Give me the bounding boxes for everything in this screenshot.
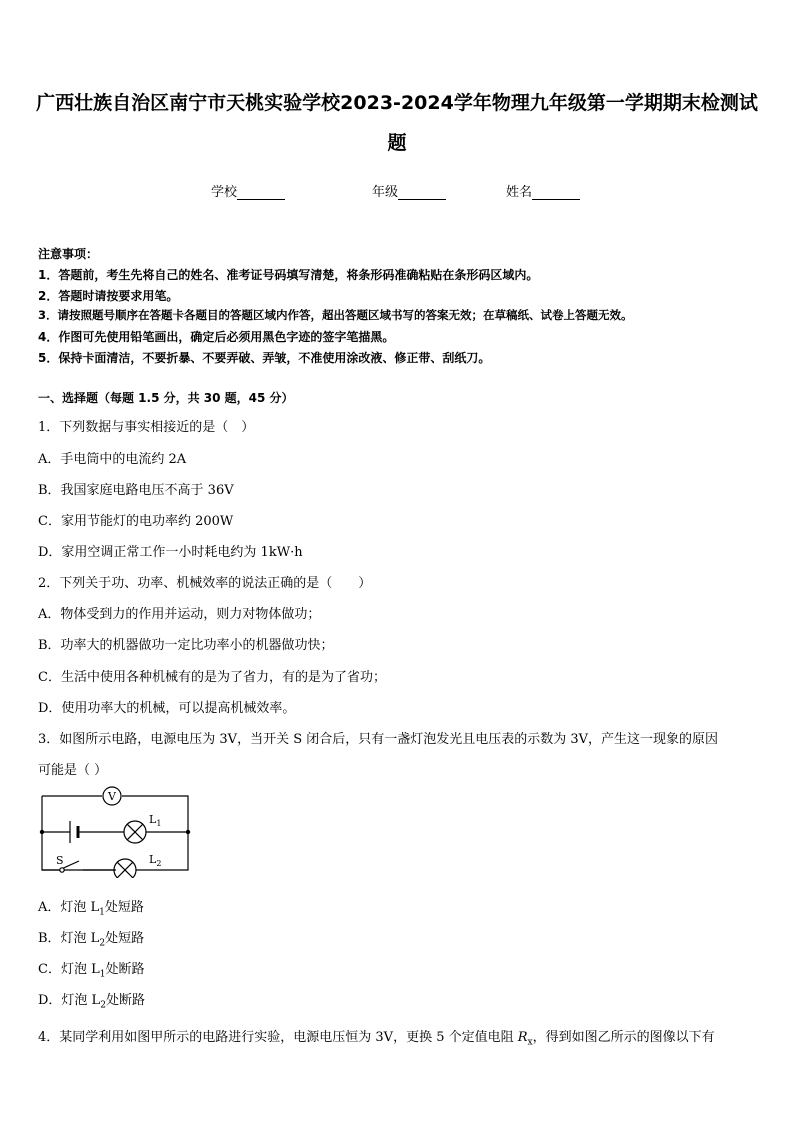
name-field: 姓名 — [506, 181, 580, 200]
q3-option-a: A．灯泡 $L_1$处短路 — [38, 900, 144, 918]
q3-option-b: B．灯泡 $L_2$处短路 — [38, 931, 145, 949]
exam-title-continued: 题 — [387, 132, 407, 154]
note-item: 2．答题时请按要求用笔。 — [38, 289, 179, 303]
school-field: 学校 — [211, 181, 285, 200]
lamp-l2-label: $L_2$ — [149, 853, 162, 868]
switch-label: S — [56, 854, 64, 867]
switch-contact — [60, 868, 64, 872]
q3-circuit-diagram — [36, 786, 196, 878]
exam-title: 广西壮族自治区南宁市天桃实验学校2023-2024学年物理九年级第一学期期末检测试 — [36, 92, 758, 114]
lamp-l1-label: $L_1$ — [149, 813, 162, 828]
q3-option-c: C．灯泡 $L_1$处断路 — [38, 962, 145, 980]
q2-option-c: C．生活中使用各种机械有的是为了省力，有的是为了省功； — [38, 670, 386, 685]
circuit-wire — [42, 796, 188, 870]
q2-option-d: D．使用功率大的机械，可以提高机械效率。 — [38, 701, 296, 716]
section-heading: 一、选择题（每题 1.5 分，共 30 题，45 分） — [38, 391, 294, 405]
circuit-wire — [42, 861, 114, 870]
q2-stem: 2．下列关于功、功率、机械效率的说法正确的是（ ） — [38, 576, 372, 591]
q1-option-c: C．家用节能灯的电功率约 200W — [38, 514, 234, 529]
note-item: 5．保持卡面清洁，不要折暴、不要弄破、弄皱，不准使用涂改液、修正带、刮纸刀。 — [38, 351, 491, 365]
note-item: 4．作图可先使用铅笔画出，确定后必须用黑色字迹的签字笔描黑。 — [38, 330, 395, 344]
q1-option-d: D．家用空调正常工作一小时耗电约为 1kW·h — [38, 545, 303, 560]
q2-option-a: A．物体受到力的作用并运动，则力对物体做功； — [38, 607, 321, 622]
note-item: 3．请按照题号顺序在答题卡各题目的答题区域内作答，超出答题区域书写的答案无效；在草稿纸、试卷上答题无效。 — [38, 308, 633, 322]
lamp-l1-filament — [127, 824, 143, 840]
notes-heading: 注意事项： — [38, 247, 99, 261]
junction-dot — [186, 830, 190, 834]
q3-stem-continued: 可能是（ ） — [38, 763, 108, 778]
lamp-l2-filament — [117, 862, 133, 878]
lamp-l2-symbol — [114, 859, 136, 878]
q3-stem: 3．如图所示电路，电源电压为 3V，当开关 S 闭合后，只有一盏灯泡发光且电压表的示数为 3V，产生这一现象的原因 — [38, 732, 719, 747]
q4-stem: 4．某同学利用如图甲所示的电路进行实验，电源电压恒为 3V，更换 5 个定值电阻 $R_x$，得到如图乙所示的图像以下有 — [38, 1030, 715, 1048]
q1-option-b: B．我国家庭电路电压不高于 36V — [38, 483, 234, 498]
q3-option-d: D．灯泡 $L_2$处断路 — [38, 993, 145, 1011]
grade-field: 年级 — [372, 181, 446, 200]
voltmeter-label: V — [108, 790, 116, 803]
q1-stem: 1．下列数据与事实相接近的是（ ） — [38, 420, 255, 435]
junction-dot — [40, 830, 44, 834]
q2-option-b: B．功率大的机器做功一定比功率小的机器做功快； — [38, 638, 334, 653]
note-item: 1．答题前，考生先将自己的姓名、准考证号码填写清楚，将条形码准确粘贴在条形码区域内。 — [38, 268, 539, 282]
q1-option-a: A．手电筒中的电流约 2A — [38, 452, 187, 467]
